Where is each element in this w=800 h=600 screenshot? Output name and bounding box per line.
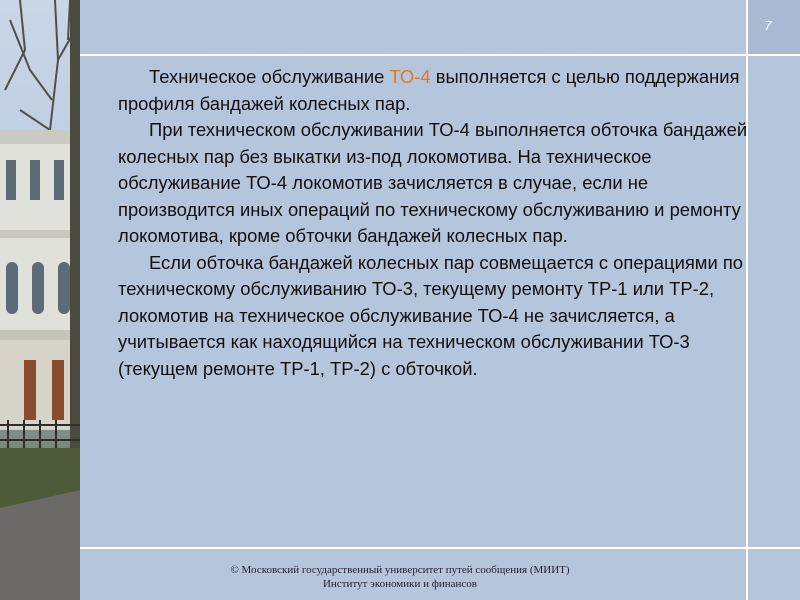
divider-top xyxy=(80,54,800,56)
building-photo xyxy=(0,0,80,600)
slide-body xyxy=(118,64,758,382)
divider-bottom xyxy=(80,547,800,549)
footer-copyright: © Московский государственный университет путей сообщения (МИИТ) xyxy=(230,564,570,576)
highlight-term: ТО-4 xyxy=(389,66,431,87)
paragraph-3: Если обточка бандажей колесных пар совмещается с операциями по техническому обслуживанию ТО-3, текущему ремонту ТР-1 или ТР-2, локомотив на техническое обслуживание ТО-4 не зачисляется, а учитывается как находящийся на техническом обслуживании ТО-3 (текущем ремонте ТР-1, ТР-2) с обточкой. xyxy=(118,251,744,379)
paragraph-1-end: выполняется с целью поддержания профиля бандажей колесных пар. xyxy=(118,66,740,114)
paragraph-1 xyxy=(118,64,758,117)
page-number: 7 xyxy=(764,18,772,33)
footer-institute: Институт экономики и финансов xyxy=(322,578,478,590)
paragraph-2: При техническом обслуживании ТО-4 выполняется обточка бандажей колесных пар без выкатки из-под локомотива. На техническое обслуживание ТО-4 локомотив зачисляется в случае, если не производится иных операций по техническому обслуживанию и ремонту локомотива, кроме обточки бандажей колесных пар. xyxy=(118,119,748,246)
footer xyxy=(80,563,720,591)
paragraph-1-start: Техническое обслуживание xyxy=(149,66,390,87)
